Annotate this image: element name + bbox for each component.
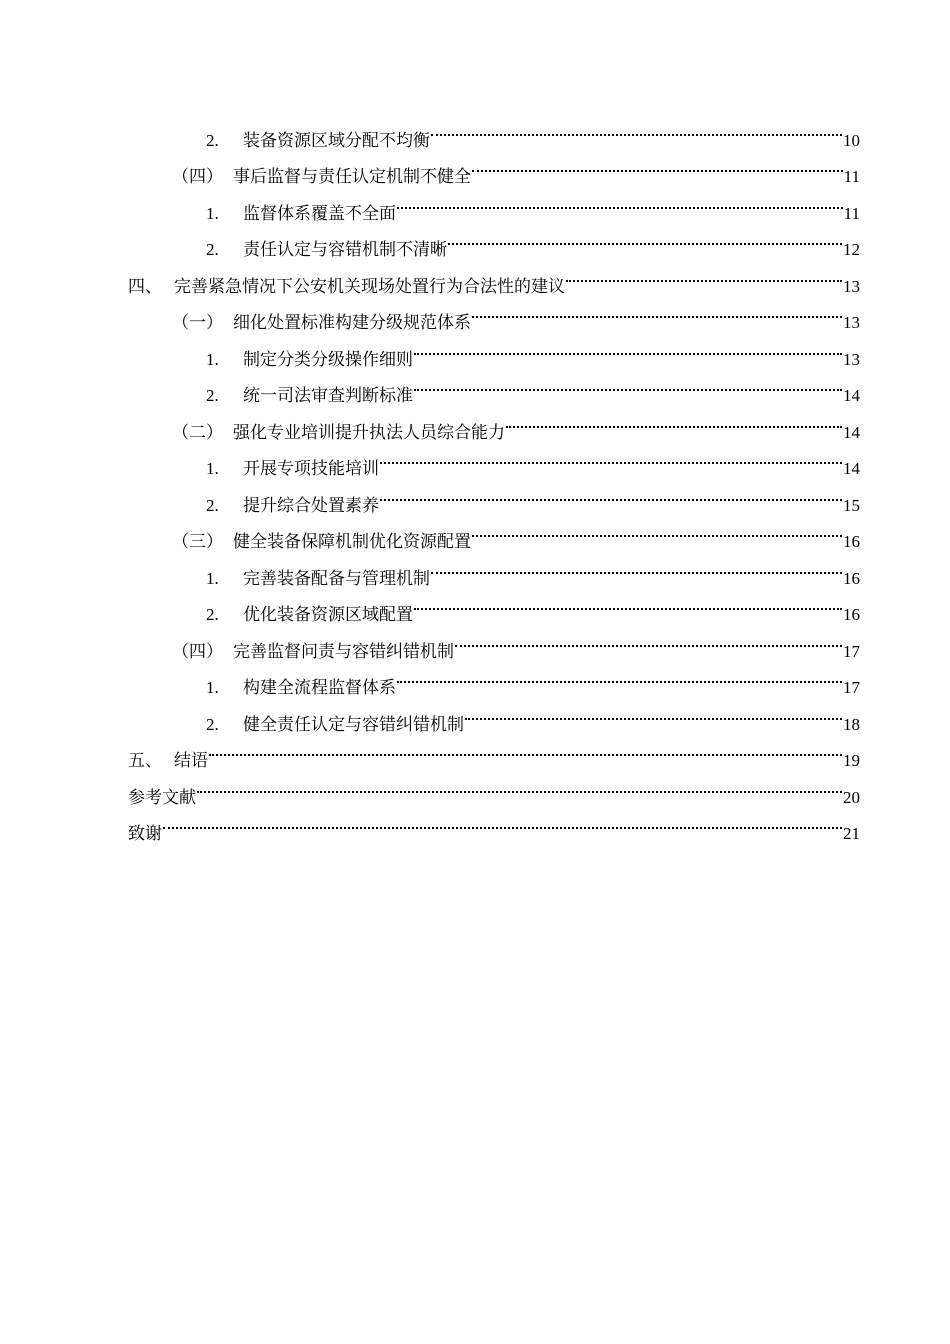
table-of-contents (128, 109, 860, 844)
toc-entry-number: （一） (172, 313, 223, 332)
toc-entry[interactable] (128, 657, 860, 697)
toc-entry-title: 完善装备配备与管理机制 (243, 568, 430, 588)
toc-dot-leader (566, 255, 842, 292)
toc-entry-number: 1. (206, 459, 219, 478)
toc-dot-leader (414, 584, 842, 621)
toc-entry-title: 健全责任认定与容错纠错机制 (243, 714, 464, 734)
toc-entry-title: 致谢 (128, 824, 162, 844)
toc-entry-number: 2. (206, 605, 219, 624)
toc-entry-number: 2. (206, 714, 219, 734)
toc-dot-leader (455, 620, 842, 657)
toc-dot-leader (414, 365, 842, 402)
toc-dot-leader (431, 109, 842, 146)
toc-entry-page-number: 20 (843, 787, 860, 807)
toc-entry[interactable] (128, 182, 860, 223)
toc-dot-leader (397, 657, 842, 694)
toc-entry[interactable] (128, 146, 860, 186)
toc-entry[interactable] (128, 474, 860, 515)
toc-entry[interactable] (128, 693, 860, 734)
toc-entry-number: 1. (206, 678, 219, 697)
toc-entry-page-number: 16 (843, 568, 860, 588)
toc-entry-number: 四、 (128, 276, 162, 297)
toc-entry[interactable] (128, 766, 860, 808)
toc-entry[interactable] (128, 438, 860, 478)
toc-entry[interactable] (128, 219, 860, 259)
toc-entry[interactable] (128, 292, 860, 332)
toc-entry-title: 监督体系覆盖不全面 (243, 203, 396, 223)
toc-entry-title: 构建全流程监督体系 (243, 678, 396, 697)
toc-dot-leader (472, 146, 843, 183)
toc-entry-number: 1. (206, 568, 219, 588)
toc-entry[interactable] (128, 547, 860, 588)
toc-entry[interactable] (128, 730, 860, 771)
toc-entry-page-number: 14 (843, 422, 860, 442)
toc-entry-page-number: 21 (843, 824, 860, 843)
toc-entry-page-number: 15 (843, 495, 860, 515)
toc-entry-title: 制定分类分级操作细则 (243, 349, 413, 369)
toc-entry-number: 2. (206, 386, 219, 405)
toc-entry-title: 完善紧急情况下公安机关现场处置行为合法性的建议 (174, 276, 565, 297)
toc-entry-number: （二） (172, 422, 223, 442)
toc-dot-leader (472, 292, 842, 329)
toc-entry-title: 健全装备保障机制优化资源配置 (233, 532, 471, 551)
toc-entry[interactable] (128, 803, 860, 844)
toc-dot-leader (209, 730, 842, 767)
toc-entry[interactable] (128, 401, 860, 442)
toc-entry-title: 强化专业培训提升执法人员综合能力 (233, 422, 505, 442)
toc-dot-leader (414, 328, 842, 365)
toc-entry-page-number: 14 (843, 459, 860, 478)
toc-entry-number: 2. (206, 495, 219, 515)
toc-dot-leader (163, 803, 842, 840)
toc-entry-page-number: 10 (843, 130, 860, 150)
toc-entry-page-number: 19 (843, 751, 860, 770)
toc-entry-number: （三） (172, 532, 223, 551)
toc-entry-page-number: 17 (843, 641, 860, 661)
toc-entry-page-number: 11 (843, 203, 860, 223)
toc-dot-leader (197, 766, 842, 803)
toc-entry[interactable] (128, 620, 860, 661)
toc-entry-title: 完善监督问责与容错纠错机制 (233, 641, 454, 661)
toc-entry-title: 优化装备资源区域配置 (243, 605, 413, 624)
toc-entry-number: 1. (206, 349, 219, 369)
toc-entry-number: 2. (206, 130, 219, 150)
toc-dot-leader (380, 474, 842, 511)
toc-entry-page-number: 17 (843, 678, 860, 697)
toc-entry-number: 1. (206, 203, 219, 223)
toc-entry-page-number: 11 (843, 167, 860, 186)
toc-entry-title: 细化处置标准构建分级规范体系 (233, 313, 471, 332)
toc-entry-number: （四） (172, 167, 223, 186)
toc-dot-leader (506, 401, 842, 438)
toc-entry-page-number: 18 (843, 714, 860, 734)
toc-entry-title: 开展专项技能培训 (243, 459, 379, 478)
toc-dot-leader (448, 219, 842, 256)
toc-entry-page-number: 13 (843, 349, 860, 369)
toc-entry-number: （四） (172, 641, 223, 661)
toc-entry-title: 结语 (174, 751, 208, 771)
toc-dot-leader (472, 511, 842, 548)
toc-entry[interactable] (128, 511, 860, 551)
toc-entry-page-number: 13 (843, 276, 860, 296)
toc-entry-title: 装备资源区域分配不均衡 (243, 130, 430, 150)
toc-entry[interactable] (128, 109, 860, 150)
toc-dot-leader (397, 182, 843, 219)
toc-dot-leader (380, 438, 842, 475)
toc-entry-title: 事后监督与责任认定机制不健全 (233, 167, 471, 186)
toc-entry-title: 提升综合处置素养 (243, 495, 379, 515)
toc-entry[interactable] (128, 255, 860, 297)
toc-entry-title: 责任认定与容错机制不清晰 (243, 240, 447, 259)
toc-entry-page-number: 14 (843, 386, 860, 405)
toc-entry[interactable] (128, 328, 860, 369)
toc-entry-title: 统一司法审查判断标准 (243, 386, 413, 405)
toc-entry-page-number: 13 (843, 313, 860, 332)
toc-entry-page-number: 16 (843, 605, 860, 624)
toc-entry-title: 参考文献 (128, 787, 196, 808)
toc-entry[interactable] (128, 365, 860, 405)
toc-entry[interactable] (128, 584, 860, 624)
toc-entry-number: 2. (206, 240, 219, 259)
toc-entry-page-number: 12 (843, 240, 860, 259)
toc-dot-leader (431, 547, 842, 584)
toc-entry-page-number: 16 (843, 532, 860, 551)
toc-entry-number: 五、 (128, 751, 162, 771)
toc-dot-leader (465, 693, 842, 730)
